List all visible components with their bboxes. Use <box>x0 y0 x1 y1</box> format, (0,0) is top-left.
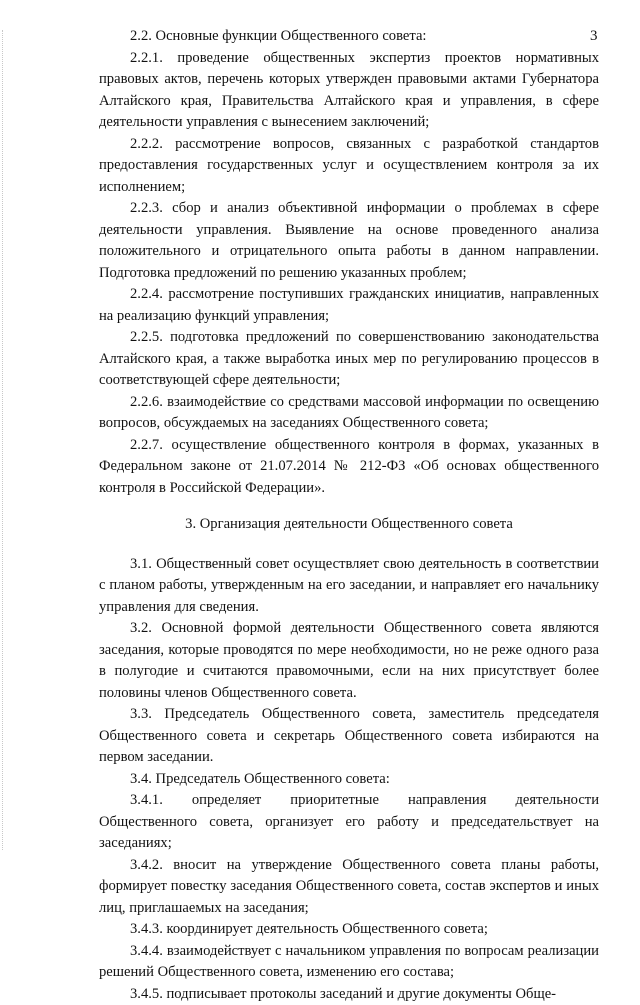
section-2-2-title: 2.2. Основные функции Общественного совета: <box>99 26 599 48</box>
scan-margin-marks <box>2 30 9 850</box>
item-3-4-1: 3.4.1. определяет приоритетные направления деятельности Общественного совета, организует его работу и председательствует на заседаниях; <box>99 790 599 855</box>
item-3-4-2: 3.4.2. вносит на утверждение Общественного совета планы работы, формирует повестку заседания Общественного совета, состав экспертов и иных лиц, приглашаемых на заседания; <box>99 855 599 920</box>
section-3-heading: 3. Организация деятельности Общественного совета <box>99 499 599 554</box>
item-3-2: 3.2. Основной формой деятельности Общественного совета являются заседания, которые проводятся по мере необходимости, но не реже одного раза в полугодие и считаются правомочными, если на них присутствует более половины членов Общественного совета. <box>99 618 599 704</box>
item-3-3: 3.3. Председатель Общественного совета, заместитель председателя Общественного совета и секретарь Общественного совета избираются на первом заседании. <box>99 704 599 769</box>
item-2-2-7: 2.2.7. осуществление общественного контроля в формах, указанных в Федеральном законе от 21.07.2014 № 212-ФЗ «Об основах общественного контроля в Российской Федерации». <box>99 435 599 500</box>
item-3-4: 3.4. Председатель Общественного совета: <box>99 769 599 791</box>
item-2-2-4: 2.2.4. рассмотрение поступивших гражданских инициатив, направленных на реализацию функций управления; <box>99 284 599 327</box>
page-number: 3 <box>590 27 598 45</box>
document-body <box>99 26 599 1005</box>
item-2-2-3: 2.2.3. сбор и анализ объективной информации о проблемах в сфере деятельности управления. Выявление на основе проведенного анализа положительного и отрицательного опыта работы в данном направлении. Подготовка предложений по решению указанных проблем; <box>99 198 599 284</box>
item-3-4-3: 3.4.3. координирует деятельность Общественного совета; <box>99 919 599 941</box>
item-2-2-5: 2.2.5. подготовка предложений по совершенствованию законодательства Алтайского края, а также выработка иных мер по регулированию процессов в соответствующей сфере деятельности; <box>99 327 599 392</box>
item-2-2-6: 2.2.6. взаимодействие со средствами массовой информации по освещению вопросов, обсуждаемых на заседаниях Общественного совета; <box>99 392 599 435</box>
item-3-4-4: 3.4.4. взаимодействует с начальником управления по вопросам реализации решений Общественного совета, изменению его состава; <box>99 941 599 984</box>
item-3-1: 3.1. Общественный совет осуществляет свою деятельность в соответствии с планом работы, утвержденным на его заседании, и направляет его начальнику управления для сведения. <box>99 554 599 619</box>
item-2-2-1: 2.2.1. проведение общественных экспертиз проектов нормативных правовых актов, перечень которых утвержден правовыми актами Губернатора Алтайского края, Правительства Алтайского края и управления, в сфере деятельности управления с вынесением заключений; <box>99 48 599 134</box>
item-2-2-2: 2.2.2. рассмотрение вопросов, связанных с разработкой стандартов предоставления государственных услуг и осуществлением контроля за их исполнением; <box>99 134 599 199</box>
item-3-4-5: 3.4.5. подписывает протоколы заседаний и другие документы Обще- <box>99 984 599 1005</box>
